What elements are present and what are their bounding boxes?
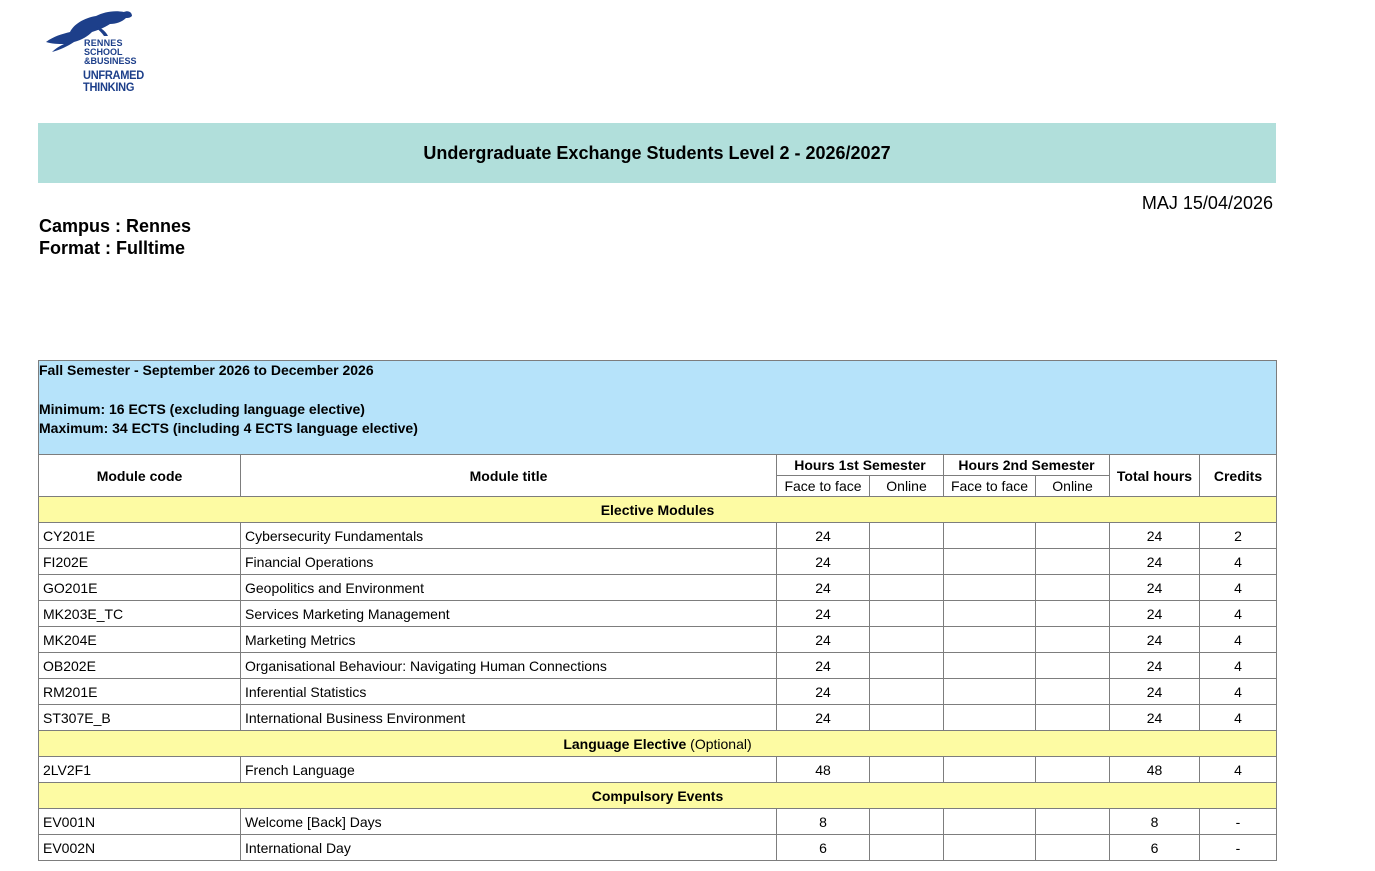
module-title-cell: Welcome [Back] Days	[241, 809, 777, 835]
online-2-cell	[1036, 679, 1110, 705]
column-header-row	[39, 455, 1277, 476]
section-title: Compulsory Events	[591, 787, 724, 804]
face-to-face-2-cell	[944, 835, 1036, 861]
table-row	[39, 809, 1277, 835]
online-1-cell	[870, 809, 944, 835]
credits-cell: -	[1200, 809, 1277, 835]
total-hours-cell: 24	[1110, 549, 1200, 575]
online-2-cell	[1036, 601, 1110, 627]
credits-cell: 4	[1200, 679, 1277, 705]
table-row	[39, 653, 1277, 679]
module-code-cell: ST307E_B	[39, 705, 241, 731]
face-to-face-2-cell	[944, 627, 1036, 653]
section-header-row	[39, 731, 1277, 757]
total-hours-cell: 24	[1110, 601, 1200, 627]
credits-cell: 4	[1200, 627, 1277, 653]
format-label: Format : Fulltime	[39, 238, 186, 258]
online-2-cell	[1036, 575, 1110, 601]
online-1-cell	[870, 575, 944, 601]
online-1-cell	[870, 523, 944, 549]
table-row	[39, 575, 1277, 601]
school-logo	[44, 6, 204, 94]
module-title-cell: Geopolitics and Environment	[241, 575, 777, 601]
col-face-to-face-2: Face to face	[944, 476, 1036, 497]
face-to-face-1-cell: 24	[777, 653, 870, 679]
credits-cell: 4	[1200, 575, 1277, 601]
semester-header	[39, 361, 1277, 455]
face-to-face-2-cell	[944, 575, 1036, 601]
page-title: Undergraduate Exchange Students Level 2 - 2026/2027	[423, 142, 891, 163]
modules-table	[38, 360, 1277, 861]
total-hours-cell: 6	[1110, 835, 1200, 861]
total-hours-cell: 24	[1110, 653, 1200, 679]
credits-cell: 4	[1200, 549, 1277, 575]
section-header	[39, 497, 1277, 523]
module-title-cell: International Business Environment	[241, 705, 777, 731]
face-to-face-2-cell	[944, 653, 1036, 679]
col-total-hours: Total hours	[1110, 455, 1200, 497]
online-1-cell	[870, 601, 944, 627]
section-header-row	[39, 783, 1277, 809]
table-row	[39, 679, 1277, 705]
face-to-face-2-cell	[944, 809, 1036, 835]
online-2-cell	[1036, 627, 1110, 653]
module-title-cell: International Day	[241, 835, 777, 861]
module-code-cell: MK203E_TC	[39, 601, 241, 627]
face-to-face-2-cell	[944, 705, 1036, 731]
credits-cell: -	[1200, 835, 1277, 861]
section-subtitle: (Optional)	[686, 735, 752, 752]
module-code-cell: CY201E	[39, 523, 241, 549]
module-title-cell: Marketing Metrics	[241, 627, 777, 653]
credits-cell: 4	[1200, 757, 1277, 783]
semester-maximum: Maximum: 34 ECTS (including 4 ECTS language elective)	[39, 420, 418, 436]
module-code-cell: RM201E	[39, 679, 241, 705]
face-to-face-2-cell	[944, 523, 1036, 549]
module-code-cell: GO201E	[39, 575, 241, 601]
online-2-cell	[1036, 809, 1110, 835]
credits-cell: 4	[1200, 601, 1277, 627]
table-row	[39, 835, 1277, 861]
col-module-code: Module code	[39, 455, 241, 497]
campus-format-block	[39, 215, 191, 259]
col-online-1: Online	[870, 476, 944, 497]
total-hours-cell: 24	[1110, 705, 1200, 731]
face-to-face-1-cell: 24	[777, 549, 870, 575]
table-row	[39, 523, 1277, 549]
section-title: Elective Modules	[600, 501, 715, 518]
online-2-cell	[1036, 705, 1110, 731]
face-to-face-1-cell: 24	[777, 627, 870, 653]
col-credits: Credits	[1200, 455, 1277, 497]
online-1-cell	[870, 757, 944, 783]
col-hours-1st-semester: Hours 1st Semester	[777, 455, 944, 476]
table-row	[39, 601, 1277, 627]
module-code-cell: MK204E	[39, 627, 241, 653]
credits-cell: 2	[1200, 523, 1277, 549]
face-to-face-1-cell: 24	[777, 679, 870, 705]
table-row	[39, 627, 1277, 653]
credits-cell: 4	[1200, 705, 1277, 731]
col-hours-2nd-semester: Hours 2nd Semester	[944, 455, 1110, 476]
online-1-cell	[870, 549, 944, 575]
semester-minimum: Minimum: 16 ECTS (excluding language elective)	[39, 401, 365, 417]
module-title-cell: Organisational Behaviour: Navigating Human Connections	[241, 653, 777, 679]
face-to-face-2-cell	[944, 549, 1036, 575]
online-1-cell	[870, 679, 944, 705]
total-hours-cell: 24	[1110, 679, 1200, 705]
table-row	[39, 757, 1277, 783]
module-code-cell: EV002N	[39, 835, 241, 861]
logo-text-school: SCHOOL	[84, 47, 123, 57]
module-code-cell: EV001N	[39, 809, 241, 835]
online-2-cell	[1036, 549, 1110, 575]
online-2-cell	[1036, 757, 1110, 783]
title-band	[38, 123, 1276, 183]
module-code-cell: FI202E	[39, 549, 241, 575]
logo-text-rennes: RENNES	[84, 38, 123, 48]
face-to-face-2-cell	[944, 601, 1036, 627]
module-title-cell: Financial Operations	[241, 549, 777, 575]
face-to-face-1-cell: 8	[777, 809, 870, 835]
module-title-cell: Services Marketing Management	[241, 601, 777, 627]
semester-heading: Fall Semester - September 2026 to December 2026	[39, 362, 374, 378]
module-title-cell: French Language	[241, 757, 777, 783]
face-to-face-2-cell	[944, 757, 1036, 783]
section-header-row	[39, 497, 1277, 523]
online-1-cell	[870, 835, 944, 861]
logo-text-business: &BUSINESS	[84, 56, 137, 66]
credits-cell: 4	[1200, 653, 1277, 679]
update-date: MAJ 15/04/2026	[1141, 193, 1273, 213]
section-header	[39, 731, 1277, 757]
table-row	[39, 549, 1277, 575]
online-1-cell	[870, 653, 944, 679]
online-2-cell	[1036, 523, 1110, 549]
module-code-cell: OB202E	[39, 653, 241, 679]
total-hours-cell: 24	[1110, 575, 1200, 601]
table-row	[39, 705, 1277, 731]
face-to-face-1-cell: 24	[777, 575, 870, 601]
logo-tagline: UNFRAMED THINKING	[83, 68, 144, 94]
total-hours-cell: 24	[1110, 523, 1200, 549]
online-1-cell	[870, 705, 944, 731]
face-to-face-1-cell: 24	[777, 523, 870, 549]
section-header	[39, 783, 1277, 809]
section-title: Language Elective	[563, 735, 687, 752]
module-title-cell: Cybersecurity Fundamentals	[241, 523, 777, 549]
online-1-cell	[870, 627, 944, 653]
campus-label: Campus : Rennes	[39, 216, 192, 236]
face-to-face-1-cell: 24	[777, 705, 870, 731]
total-hours-cell: 8	[1110, 809, 1200, 835]
online-2-cell	[1036, 653, 1110, 679]
semester-header-row	[39, 361, 1277, 455]
col-online-2: Online	[1036, 476, 1110, 497]
total-hours-cell: 24	[1110, 627, 1200, 653]
face-to-face-1-cell: 48	[777, 757, 870, 783]
total-hours-cell: 48	[1110, 757, 1200, 783]
col-module-title: Module title	[241, 455, 777, 497]
online-2-cell	[1036, 835, 1110, 861]
face-to-face-1-cell: 24	[777, 601, 870, 627]
face-to-face-1-cell: 6	[777, 835, 870, 861]
module-title-cell: Inferential Statistics	[241, 679, 777, 705]
module-code-cell: 2LV2F1	[39, 757, 241, 783]
col-face-to-face-1: Face to face	[777, 476, 870, 497]
face-to-face-2-cell	[944, 679, 1036, 705]
